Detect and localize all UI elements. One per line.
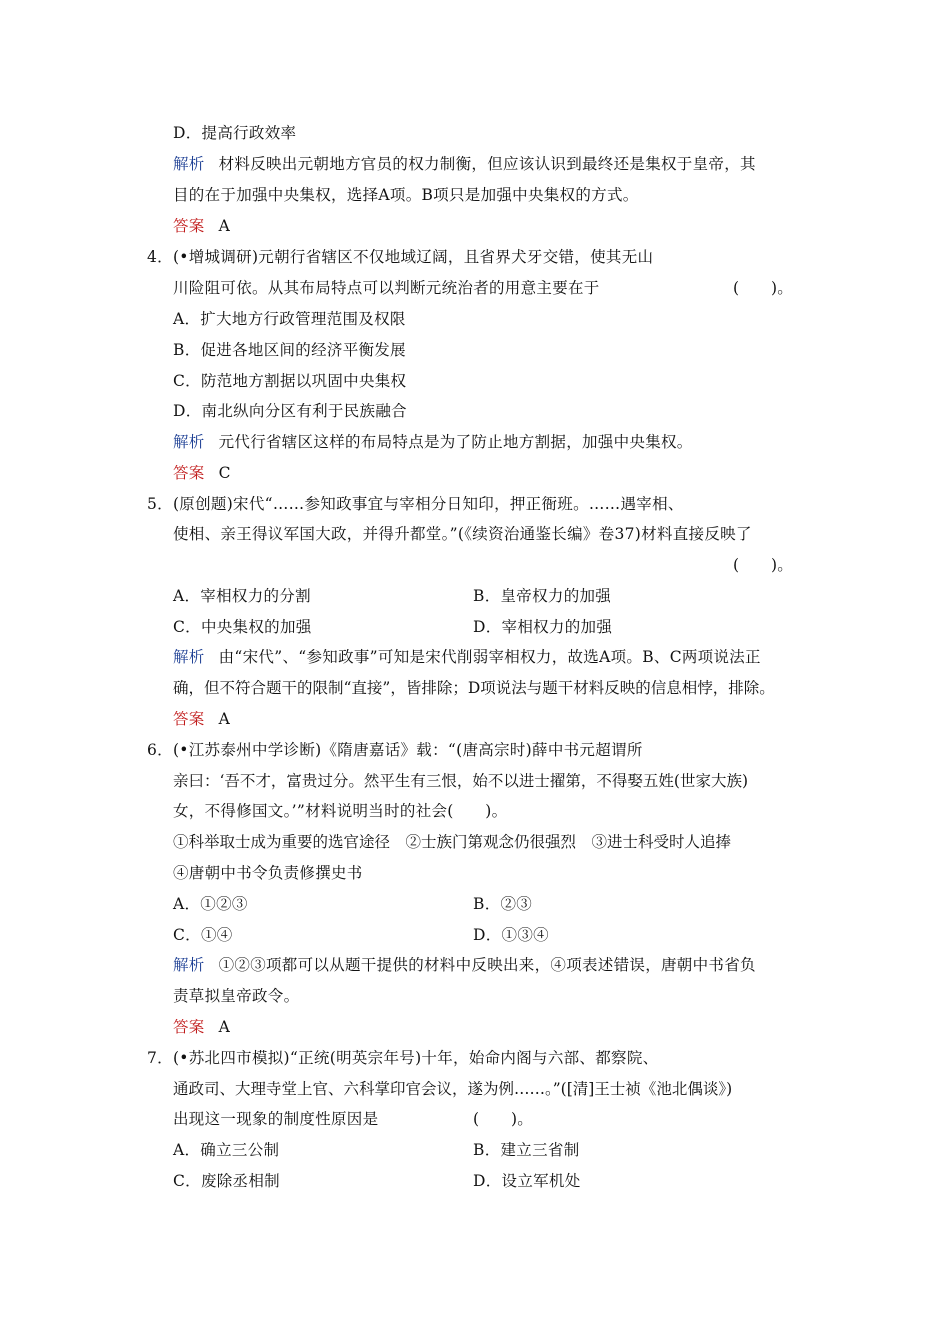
q4-stem-2: 川险阻可依。从其布局特点可以判断元统治者的用意主要在于 xyxy=(173,279,600,297)
q5-option-c: C．中央集权的加强 xyxy=(173,618,312,636)
q4-option-c: C．防范地方割据以巩固中央集权 xyxy=(173,372,407,390)
analysis-label: 解析 xyxy=(173,155,205,173)
q7-option-c: C．废除丞相制 xyxy=(173,1172,280,1190)
q4-option-b: B．促进各地区间的经济平衡发展 xyxy=(173,341,406,359)
q6-answer-value: A xyxy=(218,1018,231,1036)
q5-answer xyxy=(173,708,230,730)
q6-analysis-text-2: 责草拟皇帝政令。 xyxy=(173,987,300,1005)
q4-analysis xyxy=(173,431,693,453)
q7-stem-3: 出现这一现象的制度性原因是 xyxy=(173,1110,379,1128)
q7-option-a: A．确立三公制 xyxy=(173,1141,280,1159)
q7-option-b: B．建立三省制 xyxy=(473,1141,580,1159)
q7-answer-blank: ( )。 xyxy=(473,1110,534,1128)
q7-option-d: D．设立军机处 xyxy=(473,1172,581,1190)
q5-analysis-text-1: 由“宋代”、“参知政事”可知是宋代削弱宰相权力，故选A项。B、C两项说法正 xyxy=(218,648,761,666)
answer-label: 答案 xyxy=(173,217,205,235)
answer-label: 答案 xyxy=(173,710,205,728)
q6-option-b: B．②③ xyxy=(473,895,533,913)
q4-answer-value: C xyxy=(218,464,231,482)
analysis-label: 解析 xyxy=(173,433,205,451)
q5-option-b: B．皇帝权力的加强 xyxy=(473,587,612,605)
q4-option-d: D．南北纵向分区有利于民族融合 xyxy=(173,402,407,420)
q3-option-d: D．提高行政效率 xyxy=(173,124,297,142)
q4-answer xyxy=(173,462,231,484)
q4-analysis-text-1: 元代行省辖区这样的布局特点是为了防止地方割据，加强中央集权。 xyxy=(218,433,693,451)
q5-answer-blank: ( )。 xyxy=(733,556,794,574)
q6-stem-1: 6．(•江苏泰州中学诊断)《隋唐嘉话》载：“(唐高宗时)薛中书元超谓所 xyxy=(147,741,643,759)
q7-stem-1: 7．(•苏北四市模拟)“正统(明英宗年号)十年，始命内阁与六部、都察院、 xyxy=(147,1049,659,1067)
q6-option-d: D．①③④ xyxy=(473,926,549,944)
q3-answer-value: A xyxy=(218,217,231,235)
q3-answer xyxy=(173,215,230,237)
q5-analysis xyxy=(173,646,761,668)
answer-label: 答案 xyxy=(173,464,205,482)
q3-analysis-text-2: 目的在于加强中央集权，选择A项。B项只是加强中央集权的方式。 xyxy=(173,186,639,204)
q5-stem-1: 5．(原创题)宋代“……参知政事宜与宰相分日知印，押正衙班。……遇宰相、 xyxy=(147,495,684,513)
q5-analysis-text-2: 确，但不符合题干的限制“直接”，皆排除；D项说法与题干材料反映的信息相悖，排除。 xyxy=(173,679,775,697)
q6-analysis-text-1: ①②③项都可以从题干提供的材料中反映出来，④项表述错误，唐朝中书省负 xyxy=(218,956,756,974)
q6-stem-2: 亲曰：‘吾不才，富贵过分。然平生有三恨，始不以进士擢第，不得娶五姓(世家大族) xyxy=(173,772,749,790)
q6-analysis xyxy=(173,954,756,976)
q4-option-a: A．扩大地方行政管理范围及权限 xyxy=(173,310,406,328)
analysis-label: 解析 xyxy=(173,648,205,666)
q6-option-c: C．①④ xyxy=(173,926,233,944)
q4-answer-blank: ( )。 xyxy=(733,279,794,297)
q6-statement-2: ④唐朝中书令负责修撰史书 xyxy=(173,864,363,882)
q5-option-d: D．宰相权力的加强 xyxy=(473,618,613,636)
q3-analysis xyxy=(173,153,756,175)
q3-analysis-text-1: 材料反映出元朝地方官员的权力制衡，但应该认识到最终还是集权于皇帝，其 xyxy=(218,155,756,173)
q6-answer xyxy=(173,1016,230,1038)
q7-stem-2: 通政司、大理寺堂上官、六科掌印官会议，遂为例……。”([清]王士祯《池北偶谈》) xyxy=(173,1080,733,1098)
q6-stem-3: 女，不得修国文。’”材料说明当时的社会( )。 xyxy=(173,802,508,820)
answer-label: 答案 xyxy=(173,1018,205,1036)
q6-statement-1: ①科举取士成为重要的选官途径 ②士族门第观念仍很强烈 ③进士科受时人追捧 xyxy=(173,833,732,851)
q6-option-a: A．①②③ xyxy=(173,895,248,913)
analysis-label: 解析 xyxy=(173,956,205,974)
q5-answer-value: A xyxy=(218,710,231,728)
q5-stem-2: 使相、亲王得议军国大政，并得升都堂。”(《续资治通鉴长编》卷37)材料直接反映了 xyxy=(173,525,752,543)
q5-option-a: A．宰相权力的分割 xyxy=(173,587,311,605)
q4-stem-1: 4．(•增城调研)元朝行省辖区不仅地域辽阔，且省界犬牙交错，使其无山 xyxy=(147,248,654,266)
